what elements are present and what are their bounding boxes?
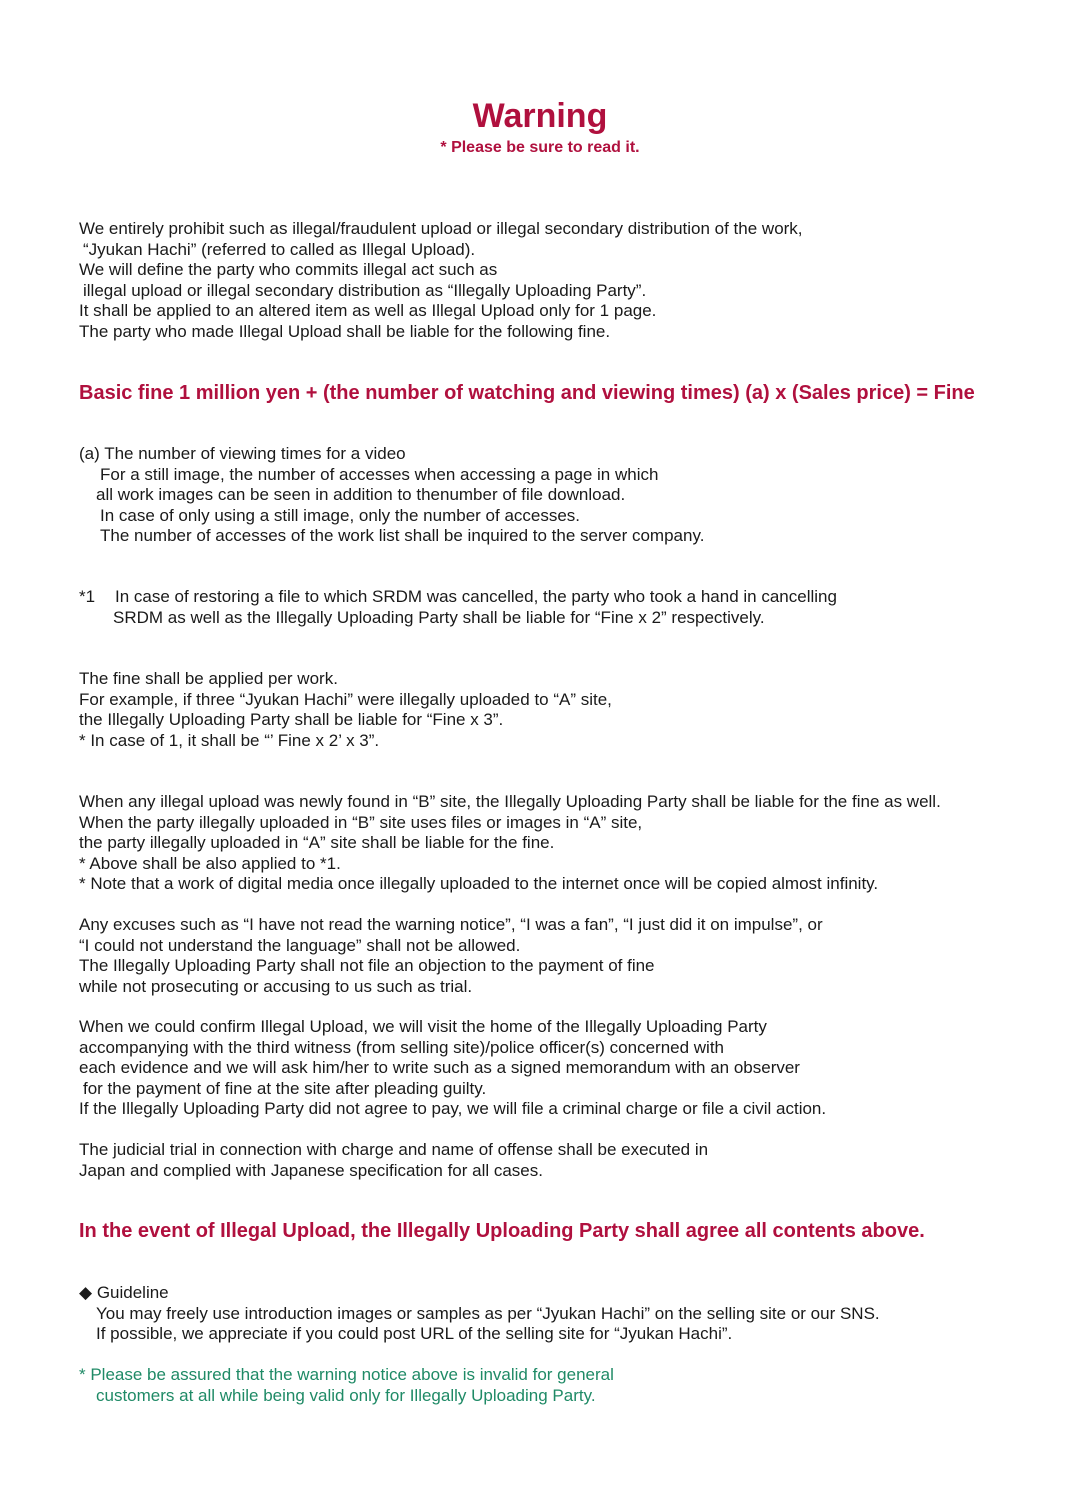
text-line: When any illegal upload was newly found in “B” site, the Illegally Uploading Party shall be liable for the fine as well. [79,792,941,811]
other-site-paragraph [79,792,941,895]
text-line: If the Illegally Uploading Party did not agree to pay, we will file a criminal charge or file a civil action. [79,1099,827,1119]
text-line: the Illegally Uploading Party shall be liable for “Fine x 3”. [79,710,504,730]
text-line: The party who made Illegal Upload shall be liable for the following fine. [79,321,611,341]
footnote-1 [79,587,837,628]
text-line: the party illegally uploaded in “A” site shall be liable for the fine. [79,833,555,853]
intro-paragraph [79,219,803,343]
visit-paragraph [79,1017,826,1120]
text-line: * In case of 1, it shall be “’ Fine x 2’ x 3”. [79,730,380,750]
guideline-title: Guideline [96,1283,169,1302]
text-line: for the payment of fine at the site after pleading guilty. [83,1078,487,1098]
agreement-statement: In the event of Illegal Upload, the Illegally Uploading Party shall agree all contents above. [79,1220,925,1242]
text-line: SRDM as well as the Illegally Uploading Party shall be liable for “Fine x 2” respectively. [113,607,765,627]
page-subtitle: * Please be sure to read it. [440,139,640,156]
text-line: In case of restoring a file to which SRDM was cancelled, the party who took a hand in cancelling [115,587,837,606]
diamond-bullet-icon: ◆ [79,1283,93,1302]
text-line: When the party illegally uploaded in “B” site uses files or images in “A” site, [79,812,643,832]
text-line: The fine shall be applied per work. [79,669,338,688]
text-line: It shall be applied to an altered item as well as Illegal Upload only for 1 page. [79,301,657,321]
text-line: The Illegally Uploading Party shall not file an objection to the payment of fine [79,956,655,976]
text-line: * Note that a work of digital media once illegally uploaded to the internet once will be copied almost infinity. [79,874,879,894]
text-line: The number of accesses of the work list shall be inquired to the server company. [100,526,705,546]
text-line: customers at all while being valid only for Illegally Uploading Party. [96,1385,596,1405]
text-line: For example, if three “Jyukan Hachi” were illegally uploaded to “A” site, [79,689,612,709]
guideline-section [79,1283,880,1345]
viewing-times-paragraph [79,444,704,547]
text-line: each evidence and we will ask him/her to write such as a signed memorandum with an observer [79,1058,800,1078]
text-line: * Above shall be also applied to *1. [79,853,341,873]
text-line: “Jyukan Hachi” (referred to called as Illegal Upload). [83,239,476,259]
text-line: We will define the party who commits illegal act such as [79,260,498,280]
text-line: The judicial trial in connection with charge and name of offense shall be executed in [79,1140,709,1159]
text-line: (a) The number of viewing times for a video [79,444,406,463]
text-line: You may freely use introduction images or samples as per “Jyukan Hachi” on the selling site or our SNS. [96,1303,880,1323]
text-line: * Please be assured that the warning notice above is invalid for general [79,1365,614,1384]
text-line: When we could confirm Illegal Upload, we will visit the home of the Illegally Uploading Party [79,1017,767,1036]
text-line: In case of only using a still image, only the number of accesses. [100,505,581,525]
text-line: accompanying with the third witness (from selling site)/police officer(s) concerned with [79,1037,725,1057]
footnote-marker: *1 [79,587,96,606]
text-line: Japan and complied with Japanese specification for all cases. [79,1160,543,1180]
text-line: If possible, we appreciate if you could post URL of the selling site for “Jyukan Hachi”. [96,1324,733,1344]
text-line: We entirely prohibit such as illegal/fraudulent upload or illegal secondary distribution of the work, [79,219,803,238]
judicial-paragraph [79,1140,708,1181]
excuses-paragraph [79,915,823,997]
text-line: while not prosecuting or accusing to us such as trial. [79,976,473,996]
text-line: For a still image, the number of accesses when accessing a page in which [100,464,659,484]
text-line: illegal upload or illegal secondary distribution as “Illegally Uploading Party”. [83,280,647,300]
per-work-paragraph [79,669,612,751]
text-line: Any excuses such as “I have not read the warning notice”, “I was a fan”, “I just did it on impulse”, or [79,915,823,934]
page-title: Warning [472,97,608,135]
text-line: all work images can be seen in addition to thenumber of file download. [96,485,626,505]
general-customer-note [79,1365,614,1406]
text-line: “I could not understand the language” shall not be allowed. [79,935,521,955]
fine-formula: Basic fine 1 million yen + (the number of watching and viewing times) (a) x (Sales price) = Fine [79,382,975,404]
